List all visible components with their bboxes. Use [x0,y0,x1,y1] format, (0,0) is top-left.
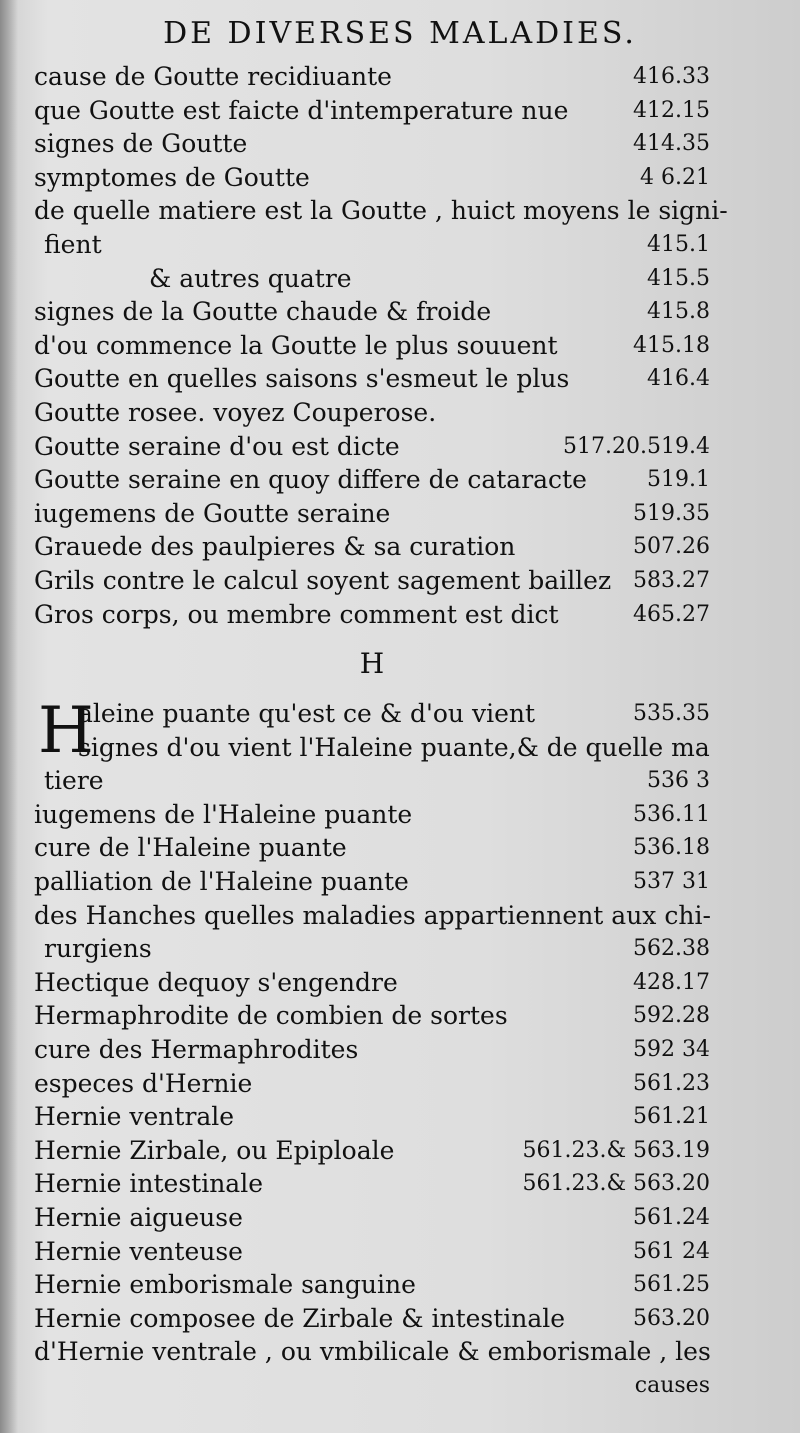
entry-ref: 561.21 [633,1104,710,1130]
entry-text: d'Hernie ventrale , ou vmbilicale & emborismale , les [34,1337,711,1367]
index-entry [34,228,710,262]
index-entry [34,329,710,363]
index-entry [34,1033,710,1067]
index-entry [34,731,710,765]
entry-ref: 536 3 [647,768,710,794]
entry-ref: 416.33 [633,64,710,89]
entry-text: de quelle matiere est la Goutte , huict moyens le signi- [34,196,728,226]
index-entry [34,161,710,195]
index-entry [34,1235,710,1269]
catchword: causes [634,1372,710,1398]
section-heading-h: H [359,647,385,681]
entry-ref: 415.1 [647,231,710,257]
entry-ref: 536.11 [633,801,710,827]
index-entry [34,564,710,598]
entry-text: Hernie ventrale [34,1102,235,1132]
entry-ref: 415.8 [647,299,710,325]
index-entry [34,396,710,430]
index-entry [34,1100,710,1134]
entry-ref: 507.26 [633,534,710,560]
entry-text: cure des Hermaphrodites [34,1035,359,1065]
entry-text: d'ou commence la Goutte le plus souuent [34,330,558,360]
entry-text: tiere [44,766,104,796]
index-entry [34,362,710,396]
entry-text: Goutte rosee. voyez Couperose. [34,397,437,427]
entry-text: Hernie intestinale [34,1169,263,1199]
entry-text: cure de l'Haleine puante [34,833,347,863]
entry-text: iugemens de Goutte seraine [34,498,391,528]
entry-ref: 561.24 [633,1205,710,1230]
index-entry [34,999,710,1033]
entry-text: Goutte en quelles saisons s'esmeut le plus [34,364,570,394]
entry-ref: 517.20.519.4 [563,433,710,459]
entry-text: Hernie aigueuse [34,1203,243,1232]
entry-text: Hernie Zirbale, ou Epiploale [34,1135,395,1165]
index-entry [34,764,710,798]
entry-text: Hernie venteuse [34,1236,243,1266]
index-entry [34,463,710,497]
entry-text: Hermaphrodite de combien de sortes [34,1001,508,1031]
entry-text: Gros corps, ou membre comment est dict [34,599,559,629]
entry-text: signes d'ou vient l'Haleine puante,& de quelle ma [78,732,710,762]
index-entry [34,430,710,464]
index-entry [34,831,710,865]
running-header: DE DIVERSES MALADIES. [163,16,637,51]
entry-text: Grils contre le calcul soyent sagement baillez [34,565,612,595]
entry-ref: 535.35 [633,701,710,727]
entry-text: especes d'Hernie [34,1068,253,1098]
entry-ref: 583.27 [633,567,710,593]
entry-text: Goutte seraine d'ou est dicte [34,431,400,461]
entry-ref: 412.15 [633,97,710,123]
index-entry [34,1134,710,1168]
index-entry [34,598,710,632]
index-entry [34,127,710,161]
index-entry [34,1268,710,1302]
index-entry [34,1335,710,1369]
entry-text: iugemens de l'Haleine puante [34,799,413,829]
entry-text: symptomes de Goutte [34,162,310,192]
index-entry [34,798,710,832]
entry-text: Goutte seraine en quoy differe de cataracte [34,465,587,495]
entry-text: signes de Goutte [34,129,248,159]
entry-ref: 428.17 [633,969,710,995]
entry-text: Hernie emborismale sanguine [34,1270,416,1300]
entry-text: Hectique dequoy s'engendre [34,967,398,997]
entry-ref: 561.23 [633,1070,710,1096]
catchword-line [34,1369,710,1403]
index-entry [34,262,710,296]
index-entry [34,497,710,531]
entry-text: cause de Goutte recidiuante [34,62,392,91]
index-entry [34,530,710,564]
entry-text: signes de la Goutte chaude & froide [34,297,492,327]
entry-ref: 536.18 [633,835,710,861]
entry-ref: 4 6.21 [640,164,710,190]
entry-text: que Goutte est faicte d'intemperature nue [34,95,569,125]
entry-text: Hernie composee de Zirbale & intestinale [34,1303,566,1333]
entry-ref: 561.25 [633,1272,710,1298]
entry-ref: 561 24 [633,1238,710,1264]
index-entry [34,1201,710,1235]
entry-ref: 537 31 [633,869,710,895]
index-entry [34,194,728,228]
entry-text: rurgiens [44,934,152,964]
index-entries [34,60,728,1403]
entry-ref: 592 34 [633,1037,710,1063]
index-entry [34,1302,710,1336]
entry-ref: 465.27 [633,601,710,627]
entry-text: des Hanches quelles maladies appartiennent aux chi- [34,900,711,930]
index-entry [34,899,710,933]
entry-ref: 416.4 [647,366,710,392]
entry-ref: 519.1 [647,467,710,493]
index-entry [34,966,710,1000]
h-section [34,694,710,769]
entry-ref: 415.5 [647,265,710,291]
entry-ref: 414.35 [633,131,710,157]
entry-ref: 561.23.& 563.20 [522,1171,710,1197]
index-entry [34,94,710,128]
entry-text: fient [44,229,102,259]
index-entry [34,60,710,94]
index-entry [34,932,710,966]
index-entry [34,865,710,899]
entry-ref: 519.35 [633,500,710,526]
entry-ref: 562.38 [633,936,710,962]
entry-ref: 563.20 [633,1305,710,1331]
entry-text: Grauede des paulpieres & sa curation [34,532,516,562]
index-entry [34,1167,710,1201]
entry-ref: 561.23.& 563.19 [522,1137,710,1163]
drop-cap: H [38,694,94,769]
entry-ref: 592.28 [633,1003,710,1029]
entry-ref: 415.18 [633,332,710,358]
index-entry [34,697,710,731]
entry-text: palliation de l'Haleine puante [34,867,409,897]
entry-text: & autres quatre [149,263,352,293]
entry-text: aleine puante qu'est ce & d'ou vient [78,699,536,729]
index-entry [34,295,710,329]
index-entry [34,1067,710,1101]
